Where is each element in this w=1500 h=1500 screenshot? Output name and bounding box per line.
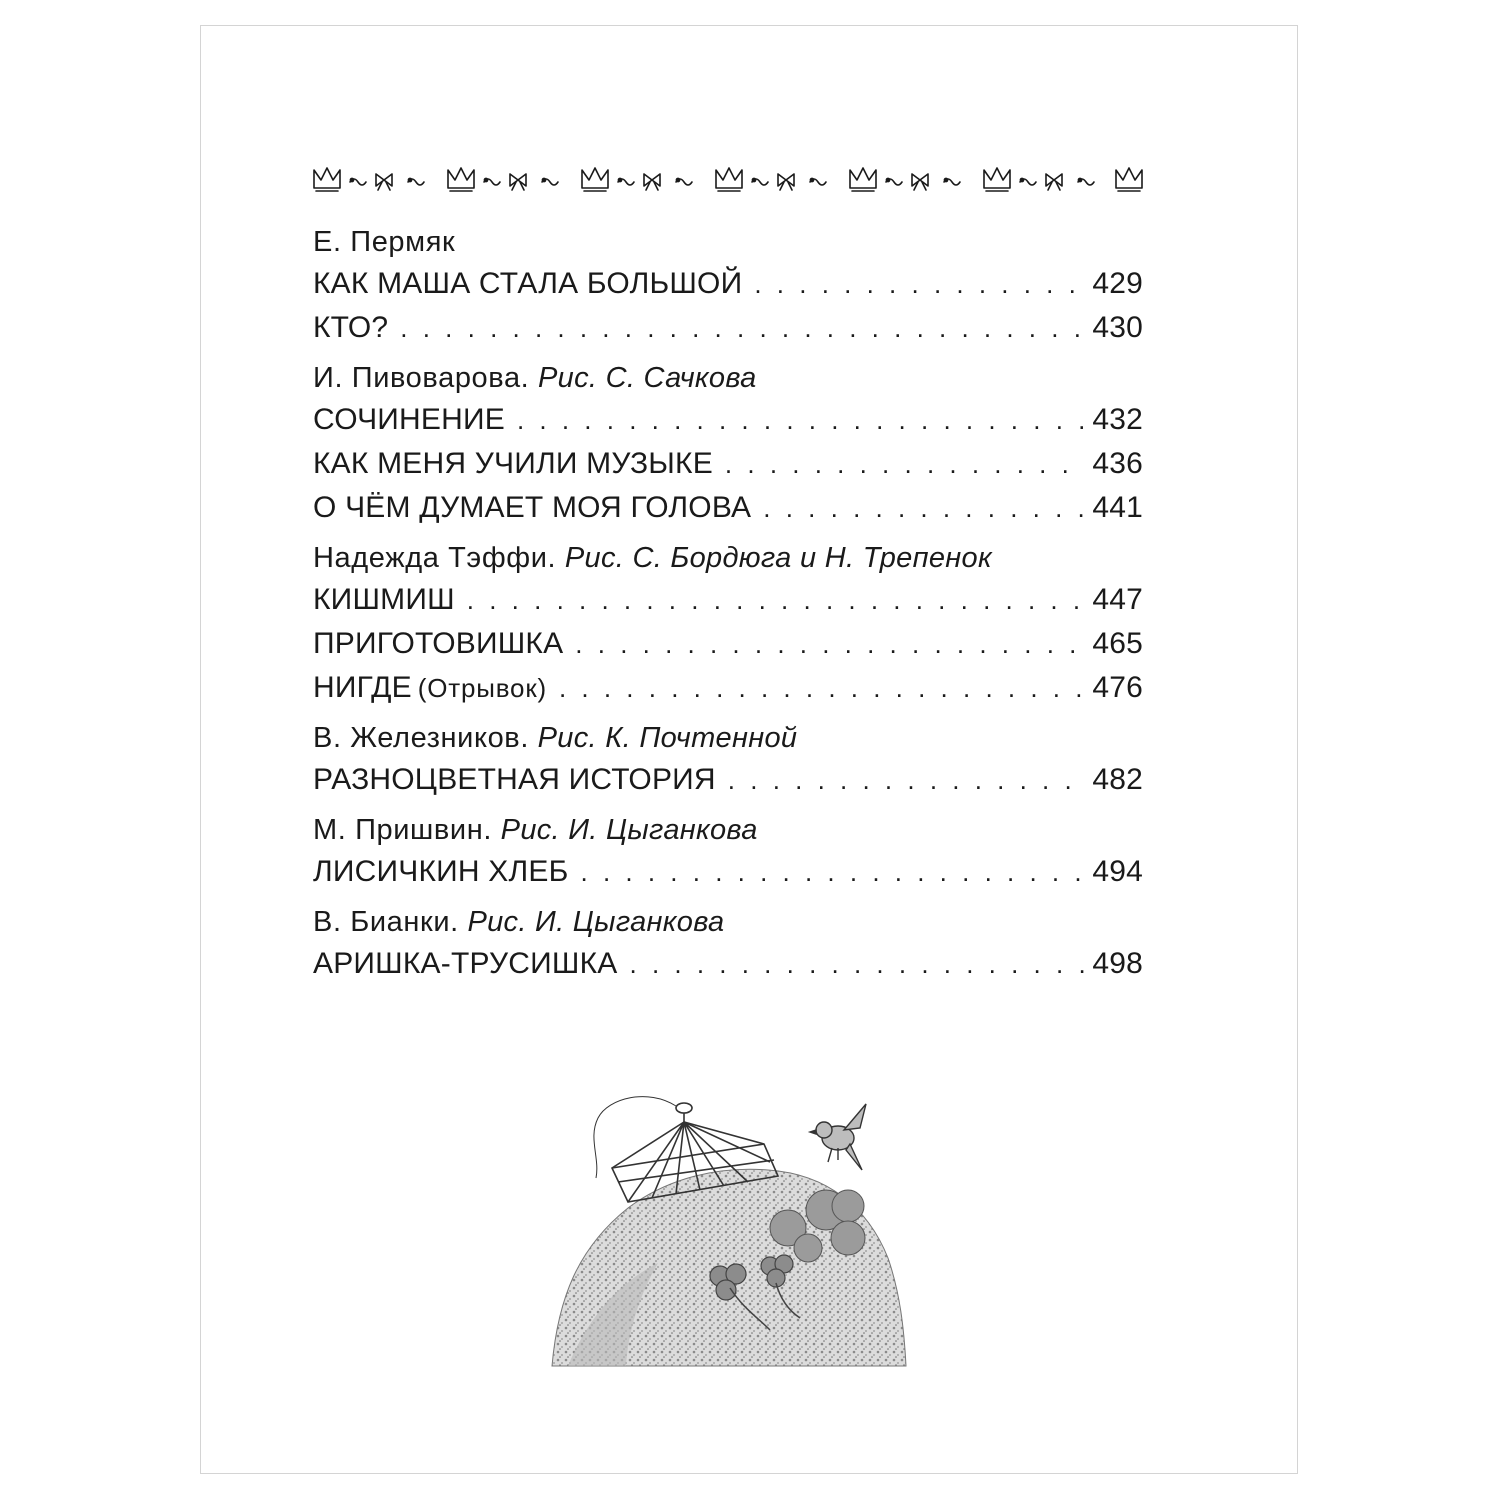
author-name: М. Пришвин. <box>313 814 492 846</box>
entry-title <box>313 666 547 710</box>
page-number: 447 <box>1092 583 1143 616</box>
author-line <box>313 718 1143 758</box>
entry-title: КИШМИШ <box>313 583 455 616</box>
dot-leader <box>581 850 1087 894</box>
entry-title: ПРИГОТОВИШКА <box>313 627 564 660</box>
author-name: В. Железников. <box>313 722 529 754</box>
author-name: Е. Пермяк <box>313 226 456 258</box>
page-number: 498 <box>1092 947 1143 980</box>
page-number: 465 <box>1092 627 1143 660</box>
table-of-contents <box>313 222 1143 986</box>
dot-leader <box>725 442 1086 486</box>
dot-leader <box>754 262 1086 306</box>
entry-title: О ЧЁМ ДУМАЕТ МОЯ ГОЛОВА <box>313 491 752 524</box>
illustrator-credit: Рис. И. Цыганкова <box>500 814 758 846</box>
entry-title-text: НИГДЕ <box>313 671 412 704</box>
toc-entry[interactable] <box>313 398 1143 442</box>
page-number: 432 <box>1092 403 1143 436</box>
illustrator-credit: Рис. И. Цыганкова <box>467 906 725 938</box>
illustrator-credit: Рис. С. Бордюга и Н. Трепенок <box>564 542 992 574</box>
dot-leader <box>559 666 1086 710</box>
toc-entry[interactable] <box>313 622 1143 666</box>
toc-entry[interactable] <box>313 666 1143 710</box>
toc-entry[interactable] <box>313 486 1143 530</box>
page-number: 429 <box>1092 267 1143 300</box>
entry-title: КТО? <box>313 311 389 344</box>
author-name: И. Пивоварова. <box>313 362 530 394</box>
author-line <box>313 538 1143 578</box>
toc-entry[interactable] <box>313 442 1143 486</box>
illustrator-credit: Рис. К. Почтенной <box>537 722 798 754</box>
crown-and-bow-border-icon <box>312 158 1144 198</box>
author-line <box>313 222 1143 262</box>
entry-title: ЛИСИЧКИН ХЛЕБ <box>313 855 569 888</box>
toc-entry[interactable] <box>313 942 1143 986</box>
author-line <box>313 902 1143 942</box>
toc-entry[interactable] <box>313 306 1143 350</box>
entry-title: КАК МАША СТАЛА БОЛЬШОЙ <box>313 267 743 300</box>
page-number: 430 <box>1092 311 1143 344</box>
toc-entry[interactable] <box>313 262 1143 306</box>
dot-leader <box>400 306 1086 350</box>
author-name: Надежда Тэффи. <box>313 542 557 574</box>
entry-title: КАК МЕНЯ УЧИЛИ МУЗЫКЕ <box>313 447 713 480</box>
illustrator-credit: Рис. С. Сачкова <box>538 362 757 394</box>
dot-leader <box>517 398 1086 442</box>
dot-leader <box>467 578 1087 622</box>
dot-leader <box>575 622 1086 666</box>
entry-title: СОЧИНЕНИЕ <box>313 403 505 436</box>
author-name: В. Бианки. <box>313 906 459 938</box>
page-number: 476 <box>1092 671 1143 704</box>
entry-title: АРИШКА-ТРУСИШКА <box>313 947 618 980</box>
toc-entry[interactable] <box>313 850 1143 894</box>
page-number: 482 <box>1092 763 1143 796</box>
dot-leader <box>630 942 1087 986</box>
page-number: 436 <box>1092 447 1143 480</box>
author-line <box>313 810 1143 850</box>
birdcage-on-hill-illustration-icon <box>548 1078 910 1368</box>
dot-leader <box>728 758 1087 802</box>
dot-leader <box>763 486 1086 530</box>
toc-entry[interactable] <box>313 578 1143 622</box>
page-number: 494 <box>1092 855 1143 888</box>
toc-entry[interactable] <box>313 758 1143 802</box>
entry-title: РАЗНОЦВЕТНАЯ ИСТОРИЯ <box>313 763 716 796</box>
author-line <box>313 358 1143 398</box>
entry-note: (Отрывок) <box>417 673 547 703</box>
page-number: 441 <box>1092 491 1143 524</box>
